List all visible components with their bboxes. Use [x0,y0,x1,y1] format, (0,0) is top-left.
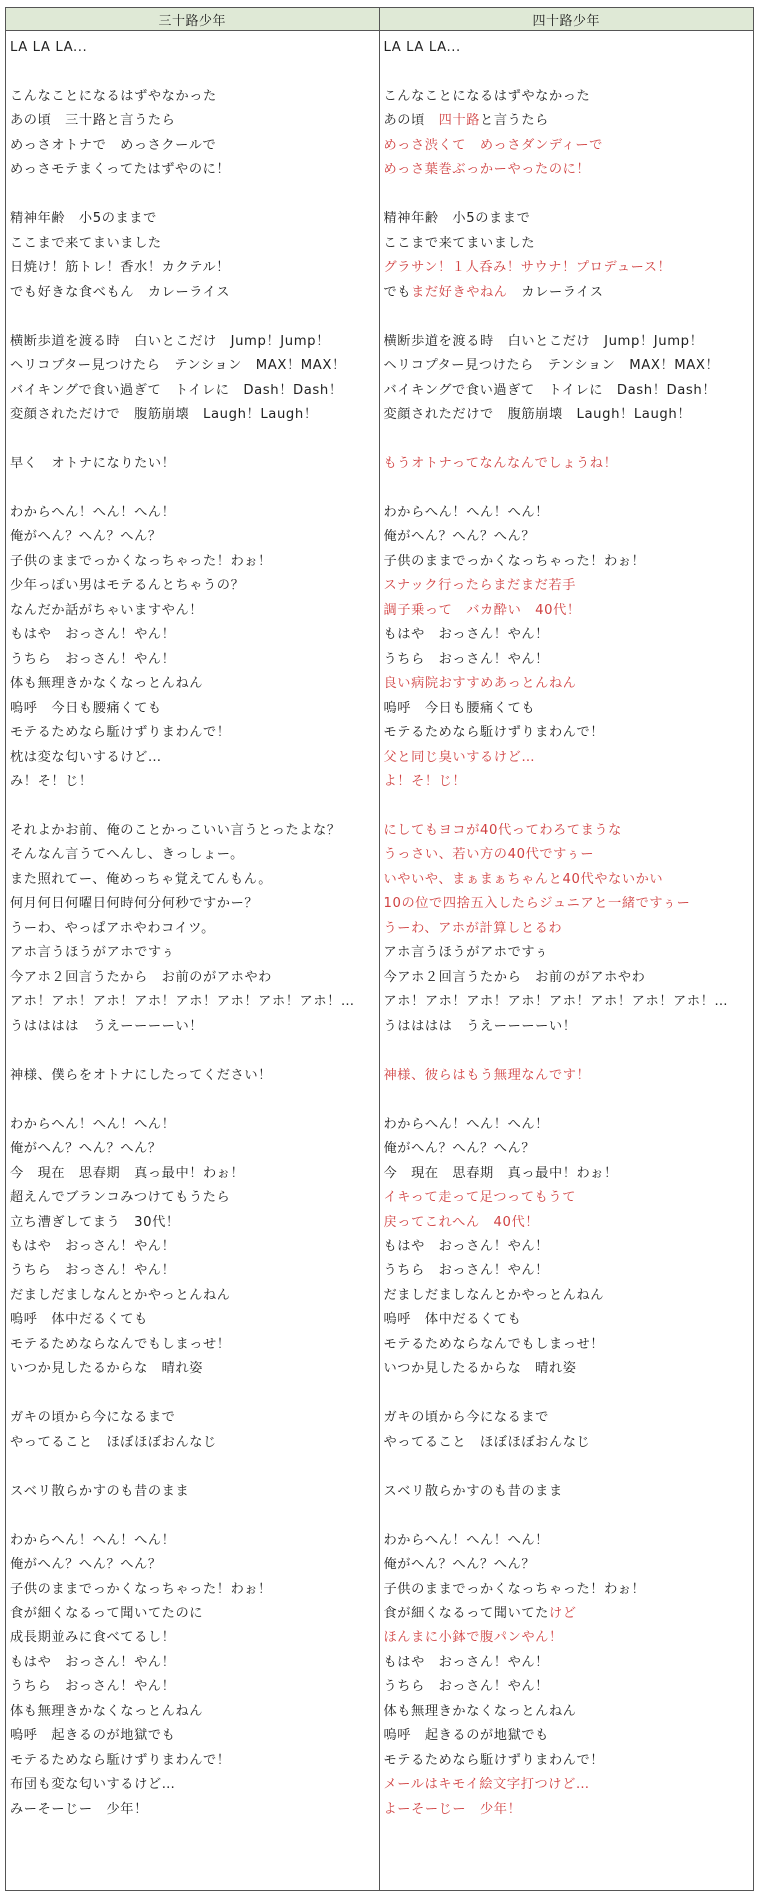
lyric-line: アホ！アホ！アホ！アホ！アホ！アホ！アホ！アホ！… [10,994,355,1010]
lyric-line: もはや おっさん！やん！ [10,1654,176,1670]
lyric-line: うちら おっさん！やん！ [383,1679,549,1695]
lyric-line: 何月何日何曜日何時何分何秒ですかー？ [10,896,259,912]
lyric-fragment: 食が細くなるって聞いてた [383,1606,549,1621]
changed-lyric-line: メールはキモイ絵文字打つけど… [383,1777,590,1793]
blank-line [384,1039,754,1063]
lyric-line: でも好きな食べもん カレーライス [10,284,231,300]
lyric-line: うーわ、やっぱアホやわコイツ。 [10,920,215,936]
lyric-line: うちら おっさん！やん！ [383,1263,549,1279]
lyric-line: アホ言うほうがアホですぅ [10,945,176,961]
column-header-thirties: 三十路少年 [6,8,379,31]
lyric-line: 横断歩道を渡る時 白いとこだけ Jump！Jump！ [10,333,330,349]
lyric-line: 早く オトナになりたい！ [10,455,176,471]
lyric-fragment: と言うたら [480,113,549,129]
lyric-line: モテるためならなんでもしまっせ！ [10,1336,231,1352]
lyric-line: みーそーじー 少年！ [10,1801,148,1817]
blank-line [384,183,754,207]
lyric-line: いつか見したるからな 晴れ姿 [10,1361,204,1377]
lyric-line: やってること ほぼほぼおんなじ [383,1434,591,1450]
lyric-line: バイキングで食い過ぎて トイレに Dash！Dash！ [383,382,717,398]
lyric-line: もはや おっさん！やん！ [383,1654,549,1670]
lyric-line: 変顔されただけで 腹筋崩壊 Laugh！Laugh！ [383,407,692,423]
lyric-line: 子供のままでっかくなっちゃった！わぉ！ [383,553,646,569]
blank-line [384,1504,754,1528]
lyric-line: 子供のままでっかくなっちゃった！わぉ！ [383,1581,646,1597]
changed-lyric-line: うっさい、若い方の40代ですぅー [383,847,595,863]
lyric-line: あの頃 三十路と言うたら [10,113,176,129]
lyric-line: 俺がへん？へん？へん？ [383,1141,536,1157]
lyric-line: 嗚呼 起きるのが地獄でも [10,1728,176,1744]
lyric-line: モテるためなら駈けずりまわんで！ [383,725,605,741]
lyric-line: だましだましなんとかやっとんねん [10,1287,231,1303]
lyric-line: み！そ！じ！ [10,774,93,790]
changed-lyric-line: めっさ葉巻ぶっかーやったのに！ [383,162,591,178]
lyric-line: ガキの頃から今になるまで [10,1410,176,1426]
changed-lyric-line: 調子乗って バカ酔い 40代！ [383,602,581,618]
lyric-line: 俺がへん？へん？へん？ [10,529,162,545]
changed-lyric-line: よーそーじー 少年！ [383,1801,522,1817]
lyric-line: 俺がへん？へん？へん？ [383,529,536,545]
lyric-line: 布団も変な匂いするけど… [10,1777,176,1793]
lyric-line: 俺がへん？へん？へん？ [383,1557,536,1573]
lyric-line: めっさオトナで めっさクールで [10,137,217,153]
changed-lyric-line: 神様、彼らはもう無理なんです！ [383,1067,591,1083]
blank-line [384,305,754,329]
lyrics-body-forties [380,31,754,1822]
lyric-line [384,281,754,305]
changed-lyric-line: いやいや、まぁまぁちゃんと40代やないかい [383,871,664,887]
lyric-line: 俺がへん？へん？へん？ [10,1141,162,1157]
changed-lyric-line: めっさ渋くて めっさダンディーで [383,137,603,153]
lyric-line: 子供のままでっかくなっちゃった！わぉ！ [10,553,272,569]
blank-line [10,60,379,84]
lyric-line: ガキの頃から今になるまで [383,1410,549,1426]
lyric-line: わからへん！へん！へん！ [383,1116,549,1132]
changed-lyric-line: グラサン！１人呑み！サウナ！プロデュース！ [383,260,672,276]
column-thirties [6,8,380,1890]
lyric-fragment: でも [383,284,412,300]
lyric-line: わからへん！へん！へん！ [383,1532,549,1548]
lyric-line: 少年っぽい男はモテるんとちゃうの？ [10,578,245,594]
changed-lyric-line: イキって走って足つってもうて [383,1190,576,1206]
lyric-line: うちら おっさん！やん！ [10,1263,176,1279]
lyric-line: 食が細くなるって聞いてたのに [10,1606,204,1621]
changed-lyric-line: 10の位で四捨五入したらジュニアと一緒ですぅー [383,896,691,912]
lyric-line: うちら おっさん！やん！ [10,1679,176,1695]
changed-lyric-line: にしてもヨコが40代ってわろてまうな [383,823,622,838]
lyric-line: 嗚呼 今日も腰痛くても [10,700,162,716]
lyric-line: 立ち漕ぎしてまう 30代！ [10,1214,180,1230]
lyric-line: 精神年齢 小5のままで [10,211,157,227]
changed-lyric-fragment: 四十路 [438,113,481,129]
changed-lyric-line: 良い病院おすすめあっとんねん [383,676,577,692]
changed-lyric-line: ほんまに小鉢で腹パンやん！ [383,1630,563,1646]
lyric-line: なんだか話がちゃいますやん！ [10,602,204,618]
lyric-fragment: あの頃 [383,113,439,129]
lyric-line [384,1602,754,1626]
lyric-line: 体も無理きかなくなっとんねん [383,1703,577,1719]
lyric-line: 神様、僕らをオトナにしたってください！ [10,1067,272,1083]
lyric-line: うはははは うえーーーーい！ [10,1018,204,1034]
lyric-line: 嗚呼 起きるのが地獄でも [383,1728,549,1744]
lyric-line: こんなことになるはずやなかった [383,88,591,104]
blank-line [10,1455,379,1479]
lyric-line: モテるためなら駈けずりまわんで！ [383,1752,605,1768]
lyric-line: もはや おっさん！やん！ [10,1238,176,1254]
lyric-line: わからへん！へん！へん！ [10,1532,176,1548]
blank-line [384,60,754,84]
lyric-line: 今 現在 思春期 真っ最中！わぉ！ [10,1165,245,1181]
blank-line [10,476,379,500]
blank-line [384,428,754,452]
lyric-fragment: カレーライス [507,284,604,300]
lyric-line: 体も無理きかなくなっとんねん [10,676,204,692]
lyric-line: また照れてー、俺めっちゃ覚えてんもん。 [10,871,273,887]
lyric-line: うちら おっさん！やん！ [10,651,176,667]
lyric-line: もはや おっさん！やん！ [10,627,176,643]
blank-line [384,795,754,819]
lyric-line: そんなん言うてへんし、きっしょー。 [10,847,244,863]
blank-line [384,1455,754,1479]
lyric-line: 枕は変な匂いするけど… [10,749,162,765]
lyric-line: LA LA LA... [10,40,88,55]
lyrics-body-thirties [6,31,379,1822]
lyric-line: 嗚呼 体中だるくても [10,1312,148,1328]
blank-line [384,476,754,500]
blank-line [10,1382,379,1406]
lyric-line: ここまで来てまいました [383,235,536,251]
blank-line [10,183,379,207]
changed-lyric-line: スナック行ったらまだまだ若手 [383,578,576,594]
blank-line [10,795,379,819]
lyric-line: 嗚呼 今日も腰痛くても [383,700,536,716]
changed-lyric-line: よ！そ！じ！ [383,774,467,790]
lyric-line: 成長期並みに食べてるし！ [10,1630,176,1646]
lyric-line: 横断歩道を渡る時 白いとこだけ Jump！Jump！ [383,333,704,349]
lyric-line: わからへん！へん！へん！ [10,504,176,520]
changed-lyric-fragment: けど [548,1606,577,1621]
lyric-line: やってること ほぼほぼおんなじ [10,1434,217,1450]
lyric-line: もはや おっさん！やん！ [383,627,549,643]
changed-lyric-line: 父と同じ臭いするけど… [383,749,536,765]
lyric-line [384,109,754,133]
lyric-line: アホ！アホ！アホ！アホ！アホ！アホ！アホ！アホ！… [383,994,729,1010]
blank-line [384,1088,754,1112]
lyric-line: わからへん！へん！へん！ [383,504,549,520]
lyric-line: 変顔されただけで 腹筋崩壊 Laugh！Laugh！ [10,407,318,423]
lyric-line: 今アホ２回言うたから お前のがアホやわ [10,969,272,985]
lyric-line: モテるためなら駈けずりまわんで！ [10,1752,231,1768]
blank-line [10,305,379,329]
lyric-line: 日焼け！筋トレ！香水！カクテル！ [10,260,230,276]
lyric-line: めっさモテまくってたはずやのに！ [10,162,231,178]
column-forties [380,8,754,1890]
blank-line [10,428,379,452]
lyric-line: いつか見したるからな 晴れ姿 [383,1361,577,1377]
blank-line [10,1039,379,1063]
lyric-line: スベリ散らかすのも昔のまま [383,1483,563,1499]
lyric-line: 嗚呼 体中だるくても [383,1312,522,1328]
lyric-line: 超えんでブランコみつけてもうたら [10,1190,231,1206]
lyric-line: 今アホ２回言うたから お前のがアホやわ [383,969,646,985]
column-header-forties: 四十路少年 [380,8,754,31]
blank-line [384,1382,754,1406]
changed-lyric-fragment: まだ好きやねん [411,284,508,300]
lyric-line: 体も無理きかなくなっとんねん [10,1703,204,1719]
lyric-line: 俺がへん？へん？へん？ [10,1557,162,1573]
changed-lyric-line: 戻ってこれへん 40代！ [383,1214,540,1230]
lyric-line: モテるためなら駈けずりまわんで！ [10,725,231,741]
lyric-line: 子供のままでっかくなっちゃった！わぉ！ [10,1581,272,1597]
lyric-line: ここまで来てまいました [10,235,162,251]
lyric-line: ヘリコプター見つけたら テンション MAX！MAX！ [10,358,346,374]
lyric-line: 今 現在 思春期 真っ最中！わぉ！ [383,1165,618,1181]
lyric-line: モテるためならなんでもしまっせ！ [383,1336,605,1352]
lyric-line: スベリ散らかすのも昔のまま [10,1483,190,1499]
changed-lyric-line: うーわ、アホが計算しとるわ [383,920,563,936]
lyric-line: LA LA LA... [383,40,461,55]
changed-lyric-line: もうオトナってなんなんでしょうね！ [383,455,618,471]
lyric-line: うはははは うえーーーーい！ [383,1018,577,1034]
blank-line [10,1504,379,1528]
blank-line [10,1088,379,1112]
lyric-line: バイキングで食い過ぎて トイレに Dash！Dash！ [10,382,343,398]
lyric-line: それよかお前、俺のことかっこいい言うとったよな？ [10,823,341,838]
lyrics-comparison-table [5,7,754,1891]
lyric-line: ヘリコプター見つけたら テンション MAX！MAX！ [383,358,720,374]
lyric-line: アホ言うほうがアホですぅ [383,945,549,961]
lyric-line: 精神年齢 小5のままで [383,211,531,227]
lyric-line: わからへん！へん！へん！ [10,1116,176,1132]
lyric-line: うちら おっさん！やん！ [383,651,549,667]
lyric-line: こんなことになるはずやなかった [10,88,217,104]
lyric-line: だましだましなんとかやっとんねん [383,1287,605,1303]
lyric-line: もはや おっさん！やん！ [383,1238,549,1254]
